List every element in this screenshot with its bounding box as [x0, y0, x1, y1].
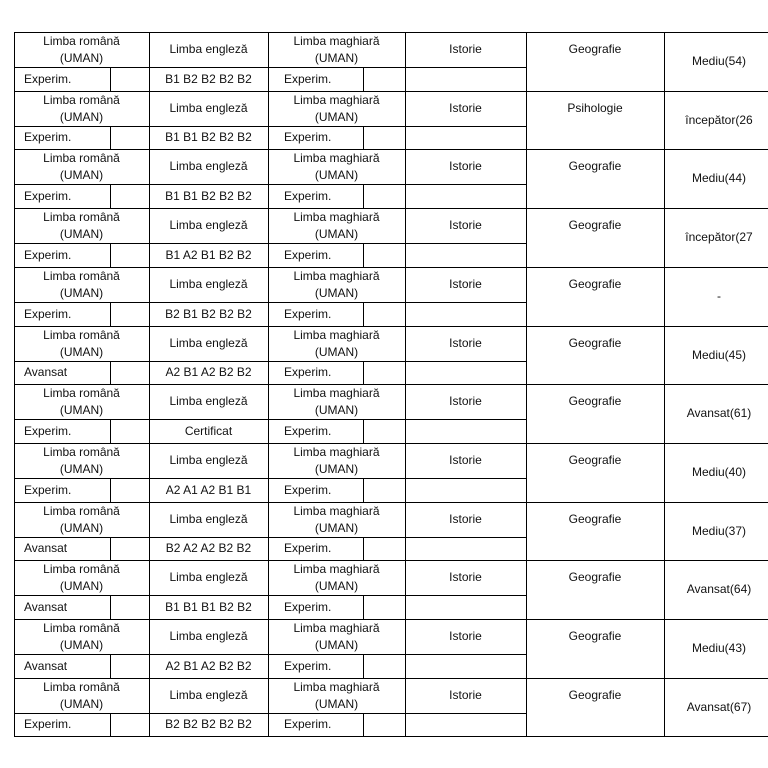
- sub-separator: [110, 419, 111, 443]
- optional-subject: Geografie: [568, 159, 622, 173]
- romana-level: Avansat: [24, 365, 68, 379]
- sub-separator: [110, 126, 111, 149]
- maghiara-level: Experim.: [284, 365, 332, 379]
- istorie-subject: Istorie: [449, 394, 482, 408]
- engleza-subject: Limba engleză: [169, 453, 248, 467]
- romana-level: Avansat: [24, 599, 68, 614]
- istorie-subject: Istorie: [449, 218, 482, 232]
- romana-subject: Limba română (UMAN): [43, 503, 120, 535]
- maghiara-subject: Limba maghiară (UMAN): [293, 92, 380, 124]
- maghiara-subject: Limba maghiară (UMAN): [293, 561, 380, 593]
- sub-separator: [363, 654, 364, 678]
- romana-level: Experim.: [24, 71, 72, 86]
- maghiara-level: Experim.: [284, 71, 332, 86]
- optional-subject: Geografie: [568, 218, 622, 232]
- optional-subject: Geografie: [568, 42, 622, 56]
- romana-level: Experim.: [24, 423, 72, 438]
- result-value: Avansat(61): [686, 406, 752, 420]
- romana-subject: Limba română (UMAN): [43, 33, 120, 65]
- sub-separator: [110, 361, 111, 384]
- maghiara-level: Experim.: [284, 247, 332, 262]
- optional-subject: Geografie: [568, 453, 622, 467]
- sub-separator: [110, 713, 111, 736]
- romana-subject: Limba română (UMAN): [43, 679, 120, 711]
- maghiara-subject: Limba maghiară (UMAN): [293, 209, 380, 241]
- result-value: Avansat(67): [686, 699, 752, 714]
- sub-separator: [363, 243, 364, 267]
- maghiara-level: Experim.: [284, 482, 332, 497]
- maghiara-level: Experim.: [284, 599, 332, 614]
- romana-subject: Limba română (UMAN): [43, 561, 120, 593]
- engleza-level: A2 A1 A2 B1 B1: [165, 482, 252, 497]
- engleza-subject: Limba engleză: [169, 570, 248, 584]
- result-value: începător(26: [685, 112, 753, 127]
- result-value: Mediu(44): [691, 171, 747, 185]
- engleza-level: B2 B1 B2 B2 B2: [165, 306, 252, 321]
- romana-level: Experim.: [24, 188, 72, 203]
- maghiara-level: Experim.: [284, 541, 332, 555]
- optional-subject: Geografie: [568, 688, 622, 702]
- maghiara-subject: Limba maghiară (UMAN): [293, 33, 380, 65]
- result-value: începător(27: [685, 230, 753, 244]
- engleza-subject: Limba engleză: [169, 42, 248, 56]
- column-separator: [405, 32, 406, 737]
- engleza-level: A2 B1 A2 B2 B2: [165, 365, 252, 379]
- romana-subject: Limba română (UMAN): [43, 444, 120, 476]
- romana-subject: Limba română (UMAN): [43, 327, 120, 359]
- column-separator: [268, 32, 269, 737]
- istorie-subject: Istorie: [449, 512, 482, 526]
- sub-separator: [363, 595, 364, 619]
- sub-separator: [363, 184, 364, 208]
- engleza-level: Certificat: [184, 423, 233, 438]
- engleza-subject: Limba engleză: [169, 336, 248, 350]
- romana-subject: Limba română (UMAN): [43, 209, 120, 241]
- result-value: Mediu(54): [691, 54, 747, 68]
- romana-level: Avansat: [24, 658, 68, 673]
- istorie-subject: Istorie: [449, 453, 482, 467]
- maghiara-subject: Limba maghiară (UMAN): [293, 327, 380, 359]
- sub-separator: [363, 419, 364, 443]
- engleza-subject: Limba engleză: [169, 159, 248, 173]
- romana-level: Experim.: [24, 306, 72, 321]
- sub-separator: [110, 654, 111, 678]
- engleza-subject: Limba engleză: [169, 277, 248, 291]
- istorie-subject: Istorie: [449, 570, 482, 584]
- column-separator: [149, 32, 150, 737]
- row-border: [14, 736, 768, 737]
- result-value: -: [717, 289, 721, 303]
- sub-separator: [363, 126, 364, 149]
- engleza-subject: Limba engleză: [169, 394, 248, 408]
- maghiara-subject: Limba maghiară (UMAN): [293, 385, 380, 417]
- maghiara-subject: Limba maghiară (UMAN): [293, 150, 380, 182]
- sub-separator: [110, 243, 111, 267]
- result-value: Mediu(40): [691, 465, 747, 479]
- engleza-subject: Limba engleză: [169, 512, 248, 526]
- sub-separator: [110, 184, 111, 208]
- engleza-level: B1 B2 B2 B2 B2: [165, 71, 252, 86]
- column-separator: [526, 32, 527, 737]
- romana-level: Experim.: [24, 247, 72, 262]
- istorie-subject: Istorie: [449, 629, 482, 643]
- maghiara-level: Experim.: [284, 658, 332, 673]
- sub-separator: [363, 537, 364, 560]
- maghiara-level: Experim.: [284, 717, 332, 731]
- romana-level: Experim.: [24, 717, 72, 731]
- optional-subject: Geografie: [568, 336, 622, 350]
- romana-subject: Limba română (UMAN): [43, 620, 120, 652]
- optional-subject: Geografie: [568, 394, 622, 408]
- sub-separator: [110, 537, 111, 560]
- istorie-subject: Istorie: [449, 688, 482, 702]
- sub-separator: [363, 713, 364, 736]
- sub-separator: [363, 302, 364, 326]
- sub-separator: [363, 67, 364, 91]
- optional-subject: Geografie: [568, 629, 622, 643]
- maghiara-subject: Limba maghiară (UMAN): [293, 268, 380, 300]
- engleza-subject: Limba engleză: [169, 629, 248, 643]
- sub-separator: [363, 478, 364, 502]
- romana-subject: Limba română (UMAN): [43, 92, 120, 124]
- engleza-level: B1 B1 B2 B2 B2: [165, 188, 252, 203]
- engleza-level: B1 B1 B1 B2 B2: [165, 599, 252, 614]
- maghiara-subject: Limba maghiară (UMAN): [293, 503, 380, 535]
- optional-subject: Geografie: [568, 570, 622, 584]
- result-value: Mediu(43): [691, 641, 747, 655]
- romana-level: Avansat: [24, 541, 68, 555]
- maghiara-level: Experim.: [284, 423, 332, 438]
- engleza-level: B2 A2 A2 B2 B2: [165, 541, 252, 555]
- sub-separator: [110, 67, 111, 91]
- romana-subject: Limba română (UMAN): [43, 385, 120, 417]
- istorie-subject: Istorie: [449, 101, 482, 115]
- maghiara-level: Experim.: [284, 188, 332, 203]
- engleza-subject: Limba engleză: [169, 218, 248, 232]
- istorie-subject: Istorie: [449, 159, 482, 173]
- maghiara-subject: Limba maghiară (UMAN): [293, 444, 380, 476]
- istorie-subject: Istorie: [449, 336, 482, 350]
- romana-subject: Limba română (UMAN): [43, 150, 120, 182]
- column-separator: [14, 32, 15, 737]
- romana-subject: Limba română (UMAN): [43, 268, 120, 300]
- istorie-subject: Istorie: [449, 277, 482, 291]
- sub-separator: [110, 478, 111, 502]
- engleza-level: B1 A2 B1 B2 B2: [165, 247, 252, 262]
- engleza-subject: Limba engleză: [169, 101, 248, 115]
- result-value: Avansat(64): [686, 582, 752, 596]
- result-value: Mediu(45): [691, 347, 747, 362]
- romana-level: Experim.: [24, 130, 72, 144]
- maghiara-subject: Limba maghiară (UMAN): [293, 620, 380, 652]
- sub-separator: [110, 595, 111, 619]
- engleza-subject: Limba engleză: [169, 688, 248, 702]
- engleza-level: A2 B1 A2 B2 B2: [165, 658, 252, 673]
- optional-subject: Geografie: [568, 277, 622, 291]
- column-separator: [664, 32, 665, 737]
- optional-subject: Geografie: [568, 512, 622, 526]
- engleza-level: B1 B1 B2 B2 B2: [165, 130, 252, 144]
- result-value: Mediu(37): [691, 523, 747, 538]
- maghiara-level: Experim.: [284, 130, 332, 144]
- sub-separator: [363, 361, 364, 384]
- engleza-level: B2 B2 B2 B2 B2: [165, 717, 252, 731]
- optional-subject: Psihologie: [567, 101, 623, 115]
- romana-level: Experim.: [24, 482, 72, 497]
- sub-separator: [110, 302, 111, 326]
- maghiara-subject: Limba maghiară (UMAN): [293, 679, 380, 711]
- istorie-subject: Istorie: [449, 42, 482, 56]
- maghiara-level: Experim.: [284, 306, 332, 321]
